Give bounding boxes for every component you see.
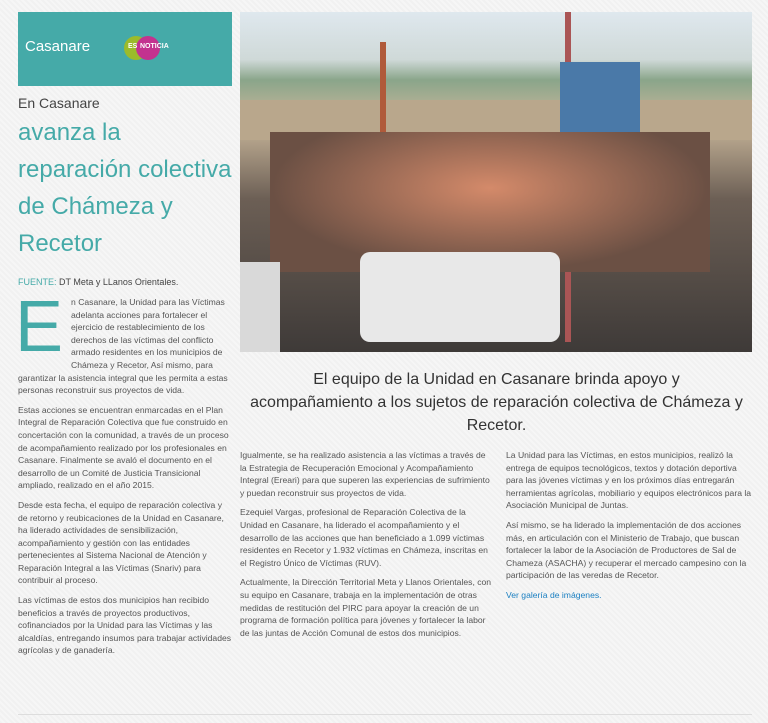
article-title: avanza la reparación colectiva de Chámeza y Recetor xyxy=(18,119,232,257)
main-content xyxy=(240,368,753,646)
left-column xyxy=(15,12,232,664)
article-pretitle: En Casanare xyxy=(18,95,100,111)
section-header xyxy=(18,12,232,86)
article-photo xyxy=(240,12,752,352)
drop-cap: E xyxy=(15,287,64,367)
es-noticia-logo: ES NOTICIA xyxy=(124,36,176,60)
article-column-1: En Casanare, la Unidad para las Víctimas adelanta acciones para fortalecer el ejercicio de restablecimiento de los derechos de las víctimas del conflicto armado residentes en los municipios de Chámeza y Recetor, Así mismo, para garantizar la asistencia integral que les permita a estas personas reconstruir sus proyectos de vida. Estas acciones se encuentran enmarcadas en el Plan Integral de Reparación Colectiva que fue construido en concertación con la comunidad, a través de un proceso de acompañamiento realizado por los profesionales en Casanare. Finalmente se avaló el documento en el desarrollo de un Comité de Justicia Transicional ampliado, realizado en el año 2015. Desde esta fecha, el equipo de reparación colectiva y de retorno y reubicaciones de la Unidad en Casanare, ha liderado actividades de sensibilización, acompañamiento y gestión con las entidades pertenecientes al Sistema Nacional de Atención y Reparación Integral a las Víctimas (Snariv) para contribuir al proceso. Las víctimas de estos dos municipios han recibido beneficios a través de proyectos productivos, cofinanciados por la Unidad para las Víctimas y las alcaldías, entregando insumos para trabajar actividades agrícolas y de ganadería. xyxy=(15,287,232,656)
region-title: Casanare xyxy=(25,38,91,55)
article-column-2: Igualmente, se ha realizado asistencia a las víctimas a través de la Estrategia de Recuperación Emocional y Acompañamiento Integral (Ereari) para que superen las experiencias de sufrimiento y puedan reconstruir sus proyectos de vida. Ezequiel Vargas, profesional de Reparación Colectiva de la Unidad en Casanare, ha liderado el acompañamiento y el desarrollo de las acciones que han beneficiado a 1.099 víctimas residentes en Recetor y 1.932 víctimas en Chámeza, inscritas en el Registro Único de Víctimas (RUV). Actualmente, la Dirección Territorial Meta y Llanos Orientales, con su equipo en Casanare, trabaja en la implementación de otras medidas de restitución del PIRC para apoyar la creación de un programa de formación política para jóvenes y fortalecer la labor de las juntas de Acción Comunal de estos dos municipios. xyxy=(240,450,492,638)
article-source: FUENTE: DT Meta y LLanos Orientales. xyxy=(18,277,179,287)
divider xyxy=(18,714,752,715)
article-column-3: La Unidad para las Víctimas, en estos municipios, realizó la entrega de equipos tecnológicos, textos y dotación deportiva para las jóvenes víctimas y en los próximos días entregarán herramientas agrícolas, mobiliario y equipos electrónicos para la Asociación Municipal de Juntas. Así mismo, se ha liderado la implementación de dos acciones más, en articulación con el Ministerio de Trabajo, que buscan fortalecer la labor de la Asociación de Productores de Sal de Chameza (ASACHA) y recuperar el mercado campesino con la participación de las veredas de Recetor. Ver galería de imágenes. xyxy=(506,450,752,600)
photo-caption: El equipo de la Unidad en Casanare brinda apoyo y acompañamiento a los sujetos de reparación colectiva de Chámeza y Recetor. xyxy=(250,371,743,434)
gallery-link[interactable]: Ver galería de imágenes. xyxy=(506,589,602,600)
